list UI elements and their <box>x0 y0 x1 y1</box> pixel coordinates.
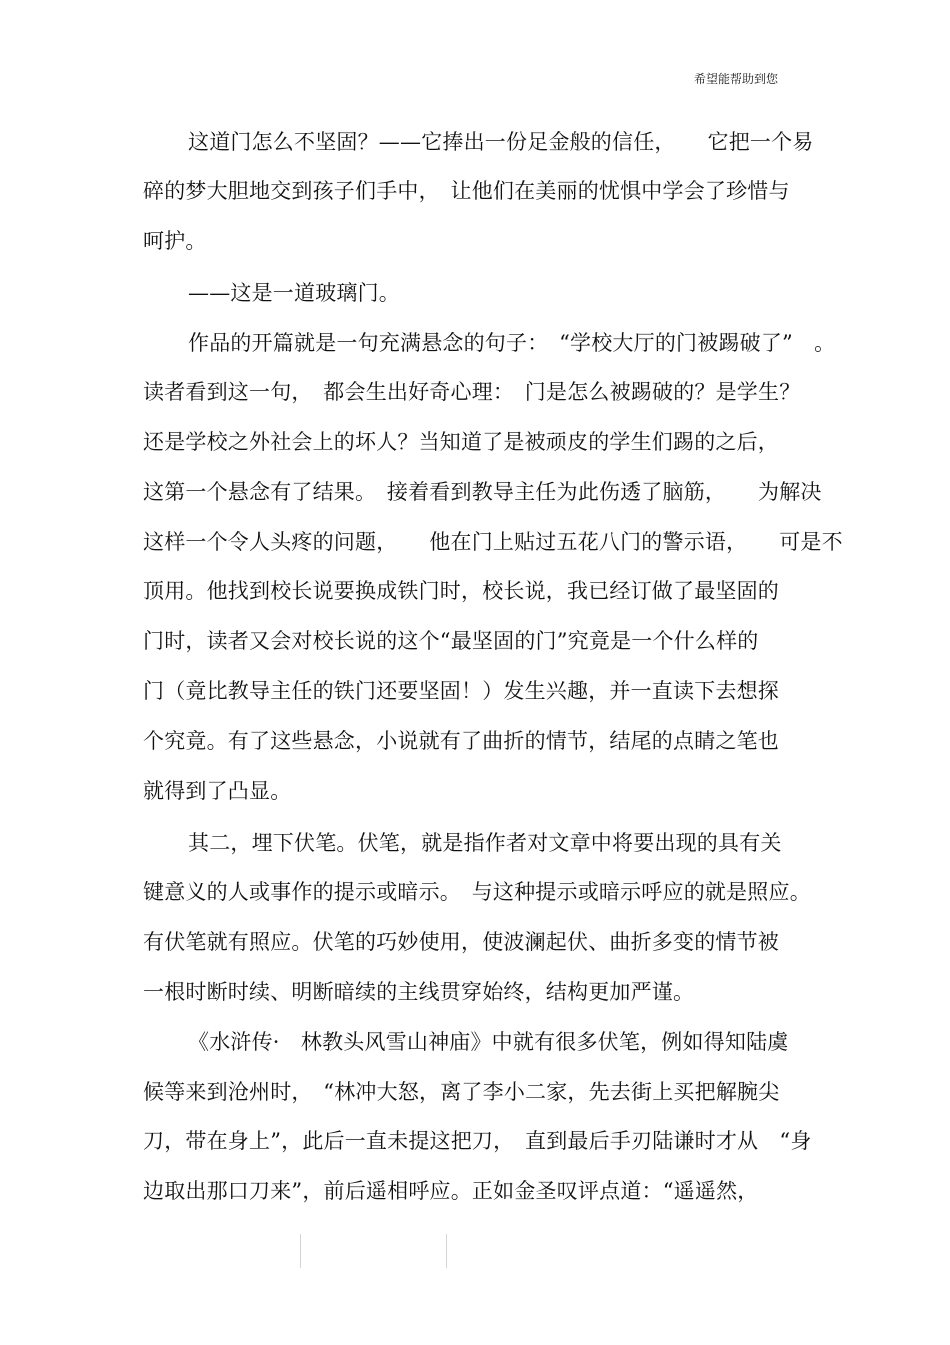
text-line: 呵护。 <box>143 229 207 253</box>
text-line: 这第一个悬念有了结果。 接着看到教导主任为此伤透了脑筋， 为解决 <box>143 480 822 504</box>
text-line: 《水浒传· 林教头风雪山神庙》中就有很多伏笔，例如得知陆虞 <box>188 1030 789 1054</box>
text-line: 边取出那口刀来”，前后遥相呼应。正如金圣叹评点道：“遥遥然， <box>143 1179 759 1203</box>
footer-divider-left <box>300 1234 301 1268</box>
text-line: 一根时断时续、明断暗续的主线贯穿始终，结构更加严谨。 <box>143 980 695 1004</box>
text-line: 这样一个令人头疼的问题， 他在门上贴过五花八门的警示语， 可是不 <box>143 530 843 554</box>
text-line: 碎的梦大胆地交到孩子们手中， 让他们在美丽的忧惧中学会了珍惜与 <box>143 179 790 203</box>
text-line: 候等来到沧州时， “林冲大怒，离了李小二家，先去街上买把解腕尖 <box>143 1080 780 1104</box>
text-line: 就得到了凸显。 <box>143 779 292 803</box>
text-line: 还是学校之外社会上的坏人？当知道了是被顽皮的学生们踢的之后， <box>143 430 779 454</box>
text-line: 有伏笔就有照应。伏笔的巧妙使用，使波澜起伏、曲折多变的情节被 <box>143 930 779 954</box>
text-line: 读者看到这一句， 都会生出好奇心理： 门是怎么被踢破的？是学生？ <box>143 380 801 404</box>
text-line: 键意义的人或事作的提示或暗示。 与这种提示或暗示呼应的就是照应。 <box>143 880 811 904</box>
text-line: 刀，带在身上”，此后一直未提这把刀， 直到最后手刃陆谦时才从 “身 <box>143 1129 812 1153</box>
text-line: 作品的开篇就是一句充满悬念的句子： “学校大厅的门被踢破了” 。 <box>188 331 836 355</box>
text-line: 其二，埋下伏笔。伏笔，就是指作者对文章中将要出现的具有关 <box>188 831 782 855</box>
text-line: 这道门怎么不坚固？——它捧出一份足金般的信任， 它把一个易 <box>188 130 814 154</box>
text-line: 顶用。他找到校长说要换成铁门时，校长说，我已经订做了最坚固的 <box>143 579 779 603</box>
text-line: 个究竟。有了这些悬念，小说就有了曲折的情节，结尾的点睛之笔也 <box>143 729 779 753</box>
text-line: 门（竟比教导主任的铁门还要坚固！）发生兴趣，并一直读下去想探 <box>143 679 779 703</box>
text-line: ——这是一道玻璃门。 <box>188 281 400 305</box>
header-note: 希望能帮助到您 <box>694 72 779 86</box>
footer-divider-right <box>446 1234 447 1268</box>
text-line: 门时，读者又会对校长说的这个“最坚固的门”究竟是一个什么样的 <box>143 629 759 653</box>
